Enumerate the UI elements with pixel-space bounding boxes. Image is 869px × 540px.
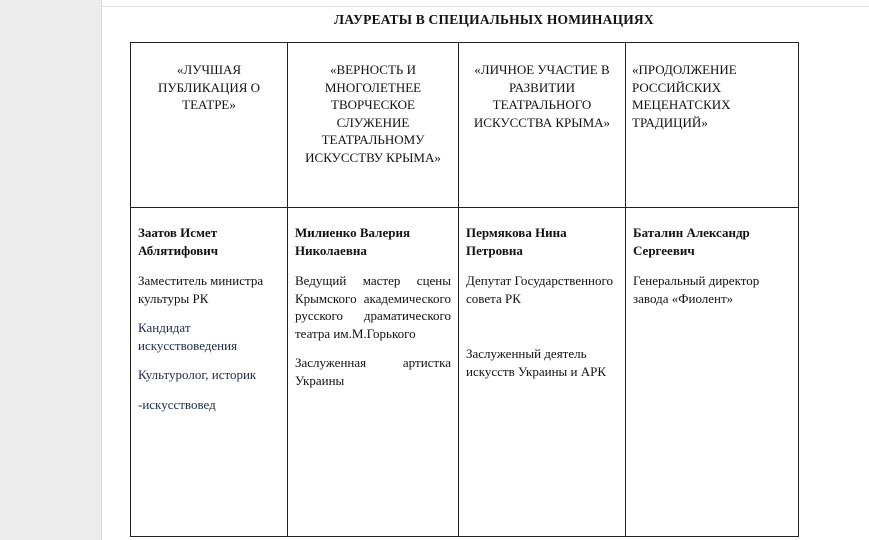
laureate-cell xyxy=(626,208,799,537)
laureates-table xyxy=(130,42,799,537)
laureate-position: Заместитель министра культуры РК xyxy=(138,273,264,306)
document-page xyxy=(102,0,869,540)
laureate-position: Депутат Государственного совета РК xyxy=(466,273,614,306)
laureate-name: Пермякова Нина Петровна xyxy=(466,225,567,258)
nomination-title: «ВЕРНОСТЬ И МНОГОЛЕТНЕЕ ТВОРЧЕСКОЕ СЛУЖЕНИЕ ТЕАТРАЛЬНОМУ ИСКУССТВУ КРЫМА» xyxy=(305,62,441,165)
nomination-title: «ЛИЧНОЕ УЧАСТИЕ В РАЗВИТИИ ТЕАТРАЛЬНОГО ИСКУССТВА КРЫМА» xyxy=(473,62,611,130)
laureate-profession: Культуролог, историк xyxy=(138,367,257,382)
laureate-title: Заслуженный деятель искусств Украины и АРК xyxy=(466,346,607,379)
laureate-cell xyxy=(459,208,626,537)
page-title: ЛАУРЕАТЫ В СПЕЦИАЛЬНЫХ НОМИНАЦИЯХ xyxy=(334,12,654,27)
laureate-degree: Кандидат искусствоведения xyxy=(138,320,238,353)
nomination-title: «ПРОДОЛЖЕНИЕ РОССИЙСКИХ МЕЦЕНАТСКИХ ТРАДИЦИЙ» xyxy=(632,62,737,130)
nomination-title: «ЛУЧШАЯ ПУБЛИКАЦИЯ О ТЕАТРЕ» xyxy=(157,62,261,112)
nomination-cell xyxy=(288,43,459,208)
left-gutter xyxy=(0,0,102,540)
laureate-position: Ведущий мастер сцены Крымского академического русского драматического театра им.М.Горького xyxy=(295,273,451,341)
nomination-cell xyxy=(131,43,288,208)
laureate-cell xyxy=(131,208,288,537)
laureate-name: Заатов Исмет Аблятифович xyxy=(138,225,219,258)
nomination-cell xyxy=(459,43,626,208)
laureate-title: Заслуженная артистка Украины xyxy=(295,355,451,388)
nomination-cell xyxy=(626,43,799,208)
laureate-position: Генеральный директор завода «Фиолент» xyxy=(633,273,760,306)
spacer xyxy=(466,319,618,345)
laureate-name: Баталин Александр Сергеевич xyxy=(633,225,750,258)
nominations-header-row xyxy=(131,43,799,208)
laureate-name: Милиенко Валерия Николаевна xyxy=(295,225,410,258)
top-divider xyxy=(102,6,869,7)
laureates-row xyxy=(131,208,799,537)
laureate-profession-cont: -искусствовед xyxy=(138,396,216,412)
laureate-cell xyxy=(288,208,459,537)
